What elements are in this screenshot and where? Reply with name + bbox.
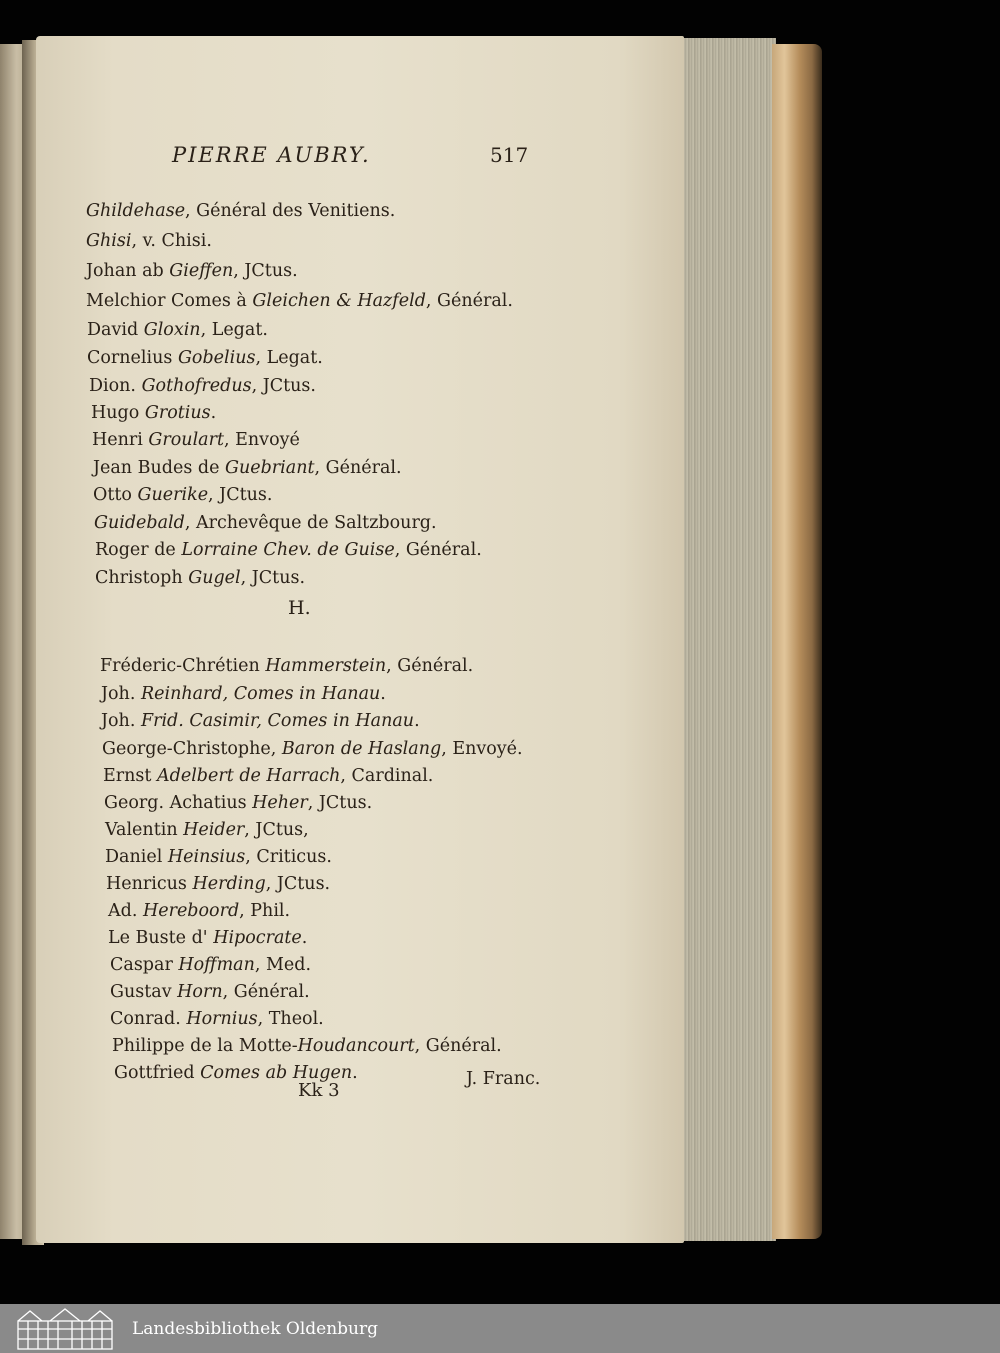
entry-title: . (301, 928, 308, 948)
entry-given-name: Christoph (95, 568, 189, 588)
entry-given-name: Caspar (110, 955, 179, 975)
entry-surname: Hammerstein (265, 656, 387, 676)
entry-title: , Med. (254, 955, 312, 975)
entry-surname: Hornius (186, 1009, 258, 1029)
entry-given-name: Gustav (110, 982, 178, 1002)
index-entry (86, 263, 298, 281)
entry-given-name: Valentin (105, 820, 184, 840)
entry-surname: Guebriant (225, 458, 315, 478)
entry-title: , JCtus. (240, 568, 306, 588)
entry-given-name: Johan ab (86, 261, 170, 281)
entry-title: , JCtus. (265, 874, 331, 894)
entry-title: , Général. (425, 291, 513, 311)
entry-surname: Gleichen & Hazfeld (252, 291, 426, 311)
index-entry (86, 203, 395, 221)
index-entry (100, 658, 473, 676)
index-entry (110, 957, 311, 975)
entry-title: , Legat. (255, 348, 323, 368)
entry-surname: Houdancourt (297, 1036, 415, 1056)
index-entry (86, 293, 513, 311)
index-entry (103, 768, 433, 786)
entry-surname: Adelbert de Harrach (157, 766, 341, 786)
index-entry (87, 350, 323, 368)
library-name: Landesbibliothek Oldenburg (132, 1318, 379, 1339)
index-entry (110, 1011, 324, 1029)
entry-given-name: Jean Budes de (93, 458, 225, 478)
entry-surname: Hoffman (178, 955, 255, 975)
entry-given-name: Joh. (101, 684, 141, 704)
entry-title: , Archevêque de Saltzbourg. (184, 513, 437, 533)
entry-given-name: Georg. Achatius (104, 793, 253, 813)
entry-surname: Reinhard, Comes in Hanau (140, 684, 381, 704)
entry-surname: Heider (183, 820, 245, 840)
library-building-icon (12, 1307, 118, 1351)
entry-surname: Horn (177, 982, 223, 1002)
catchword: J. Franc. (466, 1069, 541, 1089)
entry-given-name: Melchior Comes à (86, 291, 253, 311)
entry-surname: Gobelius (177, 348, 256, 368)
entry-title: , Général. (386, 656, 474, 676)
index-entry (101, 686, 386, 704)
entry-given-name: George-Christophe, (102, 739, 282, 759)
index-entry (94, 515, 437, 533)
entry-surname: Frid. Casimir, Comes in Hanau (140, 711, 415, 731)
entry-given-name: Dion. (89, 376, 142, 396)
entry-given-name: Henricus (106, 874, 193, 894)
entry-title: . (414, 711, 420, 731)
entry-given-name: Cornelius (87, 348, 178, 368)
entry-title: , Phil. (239, 901, 291, 921)
index-entry (91, 405, 216, 423)
index-entry (112, 1038, 502, 1056)
index-entry (93, 460, 402, 478)
page-number: 517 (490, 143, 529, 167)
index-entry (101, 713, 420, 731)
entry-title: , JCtus. (208, 485, 273, 505)
entry-given-name: Joh. (101, 711, 141, 731)
index-entry (108, 903, 290, 921)
index-entry (92, 432, 300, 450)
entry-given-name: Daniel (105, 847, 168, 867)
entry-surname: Hipocrate (213, 928, 302, 948)
entry-title: , Criticus. (245, 847, 332, 867)
entry-title: , Général. (222, 982, 310, 1002)
entry-given-name: Fréderic-Chrétien (100, 656, 266, 676)
entry-title: , Général. (414, 1036, 502, 1056)
running-head: PIERRE AUBRY. (172, 143, 371, 167)
index-entry (95, 542, 482, 560)
entry-surname: Lorraine Chev. de Guise (181, 540, 395, 560)
index-entry (104, 795, 372, 813)
entry-title: , JCtus. (307, 793, 373, 813)
entry-surname: Comes ab Hugen (200, 1063, 353, 1083)
entry-surname: Gugel (188, 568, 241, 588)
entry-title: , Theol. (257, 1009, 324, 1029)
entry-surname: Ghildehase (86, 201, 186, 221)
index-entry (108, 930, 307, 948)
index-entry (93, 487, 272, 505)
index-entry (105, 849, 332, 867)
entry-title: . (352, 1063, 358, 1083)
entry-given-name: Gottfried (114, 1063, 201, 1083)
index-entry (95, 570, 305, 588)
entry-title: . (380, 684, 386, 704)
entry-given-name: Henri (92, 430, 149, 450)
entry-title: , Général des Venitiens. (185, 201, 396, 221)
page-edges (684, 38, 776, 1241)
entry-surname: Heher (252, 793, 308, 813)
index-entry (87, 322, 268, 340)
entry-surname: Baron de Haslang (281, 739, 442, 759)
entry-surname: Groulart (148, 430, 225, 450)
entry-surname: Herding (192, 874, 266, 894)
entry-given-name: Otto (93, 485, 138, 505)
index-entry (106, 876, 330, 894)
entry-surname: Ghisi (86, 231, 132, 251)
entry-title: , JCtus. (233, 261, 298, 281)
entry-surname: Gloxin (143, 320, 201, 340)
index-entry (102, 741, 523, 759)
entry-title: , Legat. (200, 320, 268, 340)
entry-surname: Hereboord (142, 901, 240, 921)
signature-mark: Kk 3 (298, 1080, 340, 1101)
index-entry (89, 378, 316, 396)
index-entry (86, 233, 212, 251)
entry-surname: Grotius (144, 403, 211, 423)
entry-surname: Guerike (137, 485, 209, 505)
entry-given-name: Ernst (103, 766, 157, 786)
entry-surname: Guidebald (94, 513, 185, 533)
footer-bar (0, 1304, 1000, 1353)
entry-title: . (210, 403, 217, 423)
entry-title: , Envoyé. (441, 739, 523, 759)
entry-title: , Général. (314, 458, 402, 478)
entry-given-name: Conrad. (110, 1009, 187, 1029)
entry-given-name: Roger de (95, 540, 182, 560)
section-letter: H. (288, 597, 311, 619)
index-entry (110, 984, 310, 1002)
index-entry (105, 822, 309, 840)
entry-given-name: Le Buste d' (108, 928, 214, 948)
entry-title: , Général. (394, 540, 482, 560)
entry-title: , v. Chisi. (131, 231, 212, 251)
entry-title: , Cardinal. (340, 766, 434, 786)
entry-given-name: David (87, 320, 144, 340)
entry-surname: Gieffen (169, 261, 234, 281)
entry-title: , Envoyé (224, 430, 300, 450)
entry-title: , JCtus, (244, 820, 309, 840)
entry-given-name: Hugo (91, 403, 145, 423)
entry-surname: Heinsius (167, 847, 246, 867)
entry-surname: Gothofredus (141, 376, 252, 396)
entry-title: , JCtus. (251, 376, 316, 396)
entry-given-name: Ad. (108, 901, 143, 921)
book-cover-edge (772, 44, 822, 1239)
entry-given-name: Philippe de la Motte- (112, 1036, 298, 1056)
